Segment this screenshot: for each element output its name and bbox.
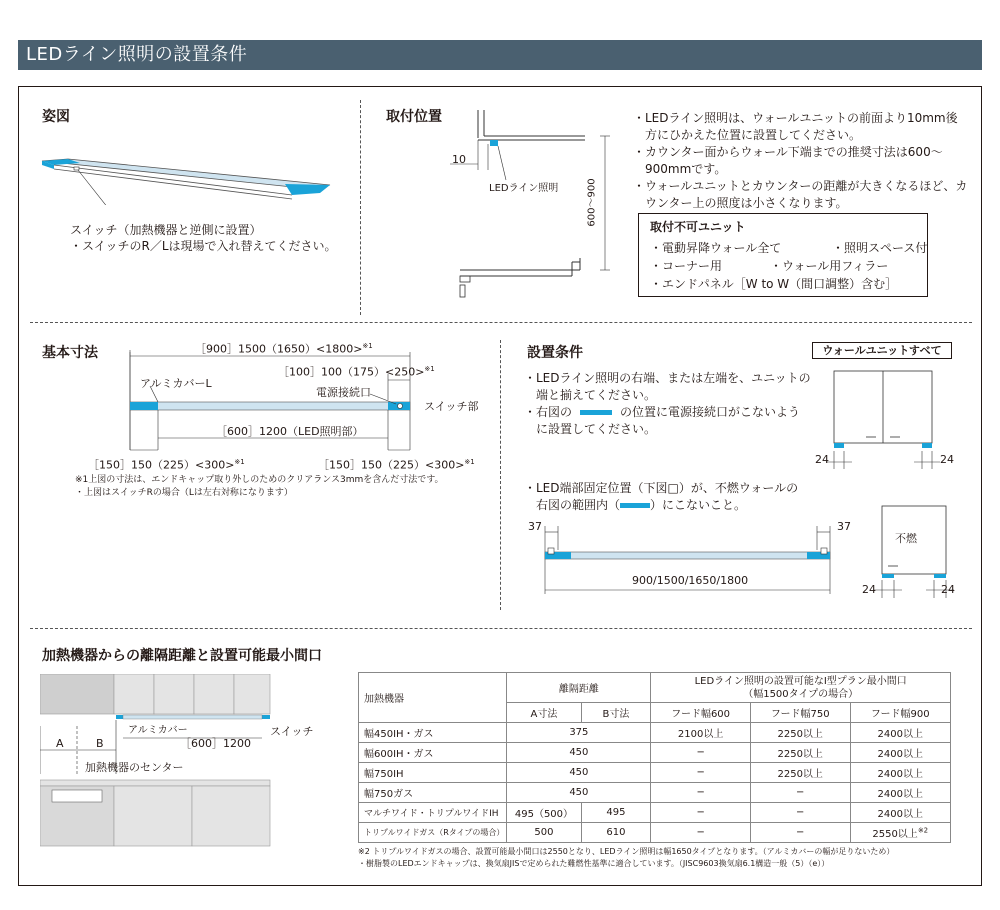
power-port-label: 電源接続口	[316, 386, 371, 399]
mounting-note: ・ウォールユニットとカウンターの距離が大きくなるほど、カ	[633, 179, 968, 193]
table-cell: 2400以上	[850, 723, 951, 743]
section-title-secchi: 設置条件	[527, 345, 583, 361]
footnote-mark: ※1	[424, 365, 435, 373]
divider	[500, 340, 501, 610]
unavailable-item: ・エンドパネル［W to W（間口調整）含む］	[650, 277, 898, 291]
condition-pre: 右図の範囲内（	[524, 498, 621, 512]
table-cell: 495（500）	[507, 803, 581, 823]
dim-37: 37	[528, 520, 542, 533]
header-cell	[651, 673, 951, 703]
condition-text: ・LEDライン照明の右端、または左端を、ユニットの	[524, 371, 811, 385]
table-cell: −	[651, 823, 751, 843]
dim-right-text: ［100］100（175）<250>	[278, 365, 425, 379]
dim-total	[195, 339, 373, 357]
section-title-kanetsu: 加熱機器からの離隔距離と設置可能最小間口	[42, 648, 322, 664]
dim-1200: ［600］1200	[180, 737, 251, 750]
perspective-diagram	[40, 155, 340, 205]
table-cell: 幅600IH・ガス	[359, 743, 507, 763]
table-row	[359, 723, 951, 743]
label-a: A	[56, 737, 64, 750]
table-cell: 2400以上	[850, 783, 951, 803]
table-cell: 450	[507, 743, 651, 763]
divider	[30, 628, 972, 629]
condition-text	[524, 404, 800, 421]
unavailable-item: ・コーナー用	[650, 259, 723, 273]
table-cell: 2100以上	[651, 723, 751, 743]
blue-marker	[620, 503, 650, 508]
divider	[360, 100, 361, 315]
footnote-1: ※1上図の寸法は、エンドキャップ取り外しのためのクリアランス3mmを含んだ寸法です。	[75, 475, 444, 485]
noncombustible-label: 不燃	[895, 532, 917, 545]
table-cell: −	[750, 783, 850, 803]
dim-10: 10	[452, 153, 466, 166]
switch-note-2: ・スイッチのR／Lは現場で入れ替えてください。	[70, 239, 337, 253]
header-cell: B寸法	[581, 703, 651, 723]
header-cell: 離隔距離	[507, 673, 651, 703]
header-cell: A寸法	[507, 703, 581, 723]
divider	[30, 322, 972, 323]
table-cell: 610	[581, 823, 651, 843]
header-line: LEDライン照明の設置可能なI型プラン最小間口	[694, 675, 907, 687]
table-cell: 450	[507, 763, 651, 783]
header-cell: フード幅750	[750, 703, 850, 723]
table-cell: 幅750ガス	[359, 783, 507, 803]
alumi-cover-label: アルミカバーL	[140, 377, 212, 390]
table-cell: −	[750, 823, 850, 843]
condition-post: ）にこないこと。	[650, 498, 747, 512]
center-label: 加熱機器のセンター	[85, 761, 184, 774]
clearance-table	[358, 672, 951, 843]
table-row	[359, 783, 951, 803]
switch-note: スイッチ（加熱機器と逆側に設置）	[70, 223, 262, 237]
cabinet-diagram	[808, 365, 958, 470]
alumi-cover-label: アルミカバー	[128, 725, 188, 736]
table-row	[359, 823, 951, 843]
table-cell: 450	[507, 783, 651, 803]
table-cell: 2400以上	[850, 743, 951, 763]
unavailable-item: ・照明スペース付	[832, 241, 928, 255]
dim-24: 24	[941, 583, 955, 596]
label-b: B	[96, 737, 104, 750]
switch-label: スイッチ	[270, 725, 314, 738]
mounting-note: ・LEDライン照明は、ウォールユニットの前面より10mm後	[633, 111, 958, 125]
table-row	[359, 803, 951, 823]
table-cell: 500	[507, 823, 581, 843]
table-row	[359, 763, 951, 783]
mounting-note: ・カウンター面からウォール下端までの推奨寸法は600〜	[633, 145, 943, 159]
dim-left-end	[88, 455, 245, 473]
footnote-mark: ※1	[234, 458, 245, 466]
dim-right	[278, 362, 435, 380]
header-line: （幅1500タイプの場合）	[743, 688, 859, 700]
table-footnote: ※2 トリプルワイドガスの場合、設置可能最小間口は2550となり、LEDライン照明は幅1650タイプとなります。（アルミカバーの幅が足りないため）	[358, 847, 895, 856]
table-cell	[850, 823, 951, 843]
table-cell: 2250以上	[750, 743, 850, 763]
dim-24: 24	[862, 583, 876, 596]
dim-total-text: ［900］1500（1650）<1800>	[195, 342, 363, 356]
table-row	[359, 743, 951, 763]
mounting-note: ウンター上の照度は小さくなります。	[633, 196, 848, 210]
table-cell: −	[651, 743, 751, 763]
footnote-mark: ※1	[464, 458, 475, 466]
table-cell: −	[651, 803, 751, 823]
mounting-note: 900mmです。	[633, 162, 727, 176]
condition-text	[524, 497, 746, 514]
table-cell: 2400以上	[850, 803, 951, 823]
bar-length-dim: 900/1500/1650/1800	[632, 574, 749, 587]
unavailable-item: ・電動昇降ウォール全て	[650, 241, 782, 255]
table-cell: 2400以上	[850, 763, 951, 783]
dim-right-end	[318, 455, 475, 473]
condition-pre: ・右図の	[524, 405, 573, 419]
table-cell: トリプルワイドガス（Rタイプの場合）	[359, 823, 507, 843]
switch-part-label: スイッチ部	[424, 400, 479, 413]
condition-text: 端と揃えてください。	[524, 388, 657, 402]
table-cell: −	[651, 763, 751, 783]
section-title-sugata: 姿図	[42, 109, 70, 125]
footnote-mark: ※1	[362, 342, 373, 350]
dim-vertical: 600〜900	[586, 178, 598, 227]
condition-post: の位置に電源接続口がこないよう	[620, 405, 801, 419]
mounting-note: 方にひかえた位置に設置してください。	[633, 128, 862, 142]
table-cell: −	[750, 803, 850, 823]
unavailable-title: 取付不可ユニット	[650, 220, 746, 234]
cell-value: 2550以上	[872, 829, 918, 840]
table-cell: 幅750IH	[359, 763, 507, 783]
section-title-toritsuke: 取付位置	[386, 109, 442, 125]
dim-37: 37	[837, 520, 851, 533]
dim-right-end-text: ［150］150（225）<300>	[318, 458, 465, 472]
dim-left-end-text: ［150］150（225）<300>	[88, 458, 235, 472]
led-label: LEDライン照明	[489, 183, 559, 194]
wall-unit-tag: ウォールユニットすべて	[812, 342, 952, 359]
footnote-mark: ※2	[917, 826, 929, 835]
section-title-kihon: 基本寸法	[42, 345, 98, 361]
footnote-2: ・上図はスイッチRの場合（Lは左右対称になります）	[75, 488, 293, 498]
table-cell: 2250以上	[750, 723, 850, 743]
dim-24: 24	[815, 453, 829, 466]
header-cell: フード幅600	[651, 703, 751, 723]
table-cell: −	[651, 783, 751, 803]
mounting-notes	[633, 110, 967, 212]
unavailable-item: ・ウォール用フィラー	[770, 259, 889, 273]
header-cell: 加熱機器	[359, 673, 507, 723]
table-cell: 375	[507, 723, 651, 743]
table-cell: 幅450IH・ガス	[359, 723, 507, 743]
table-cell: 495	[581, 803, 651, 823]
table-footnote: ・樹脂製のLEDエンドキャップは、換気扇JISで定められた難燃性基準に適合しています。（JISC9603換気扇6.1構造一般（5）（e））	[358, 859, 830, 868]
condition-text: に設置してください。	[524, 422, 657, 436]
fixing-diagram	[530, 520, 840, 600]
header-cell: フード幅900	[850, 703, 951, 723]
dim-led: ［600］1200（LED照明部）	[216, 425, 364, 438]
blue-marker	[580, 410, 612, 415]
table-cell: マルチワイド・トリプルワイドIH	[359, 803, 507, 823]
table-cell: 2250以上	[750, 763, 850, 783]
condition-text: ・LED端部固定位置（下図□）が、不燃ウォールの	[524, 481, 799, 495]
dim-24: 24	[940, 453, 954, 466]
page-title: LEDライン照明の設置条件	[18, 40, 982, 70]
